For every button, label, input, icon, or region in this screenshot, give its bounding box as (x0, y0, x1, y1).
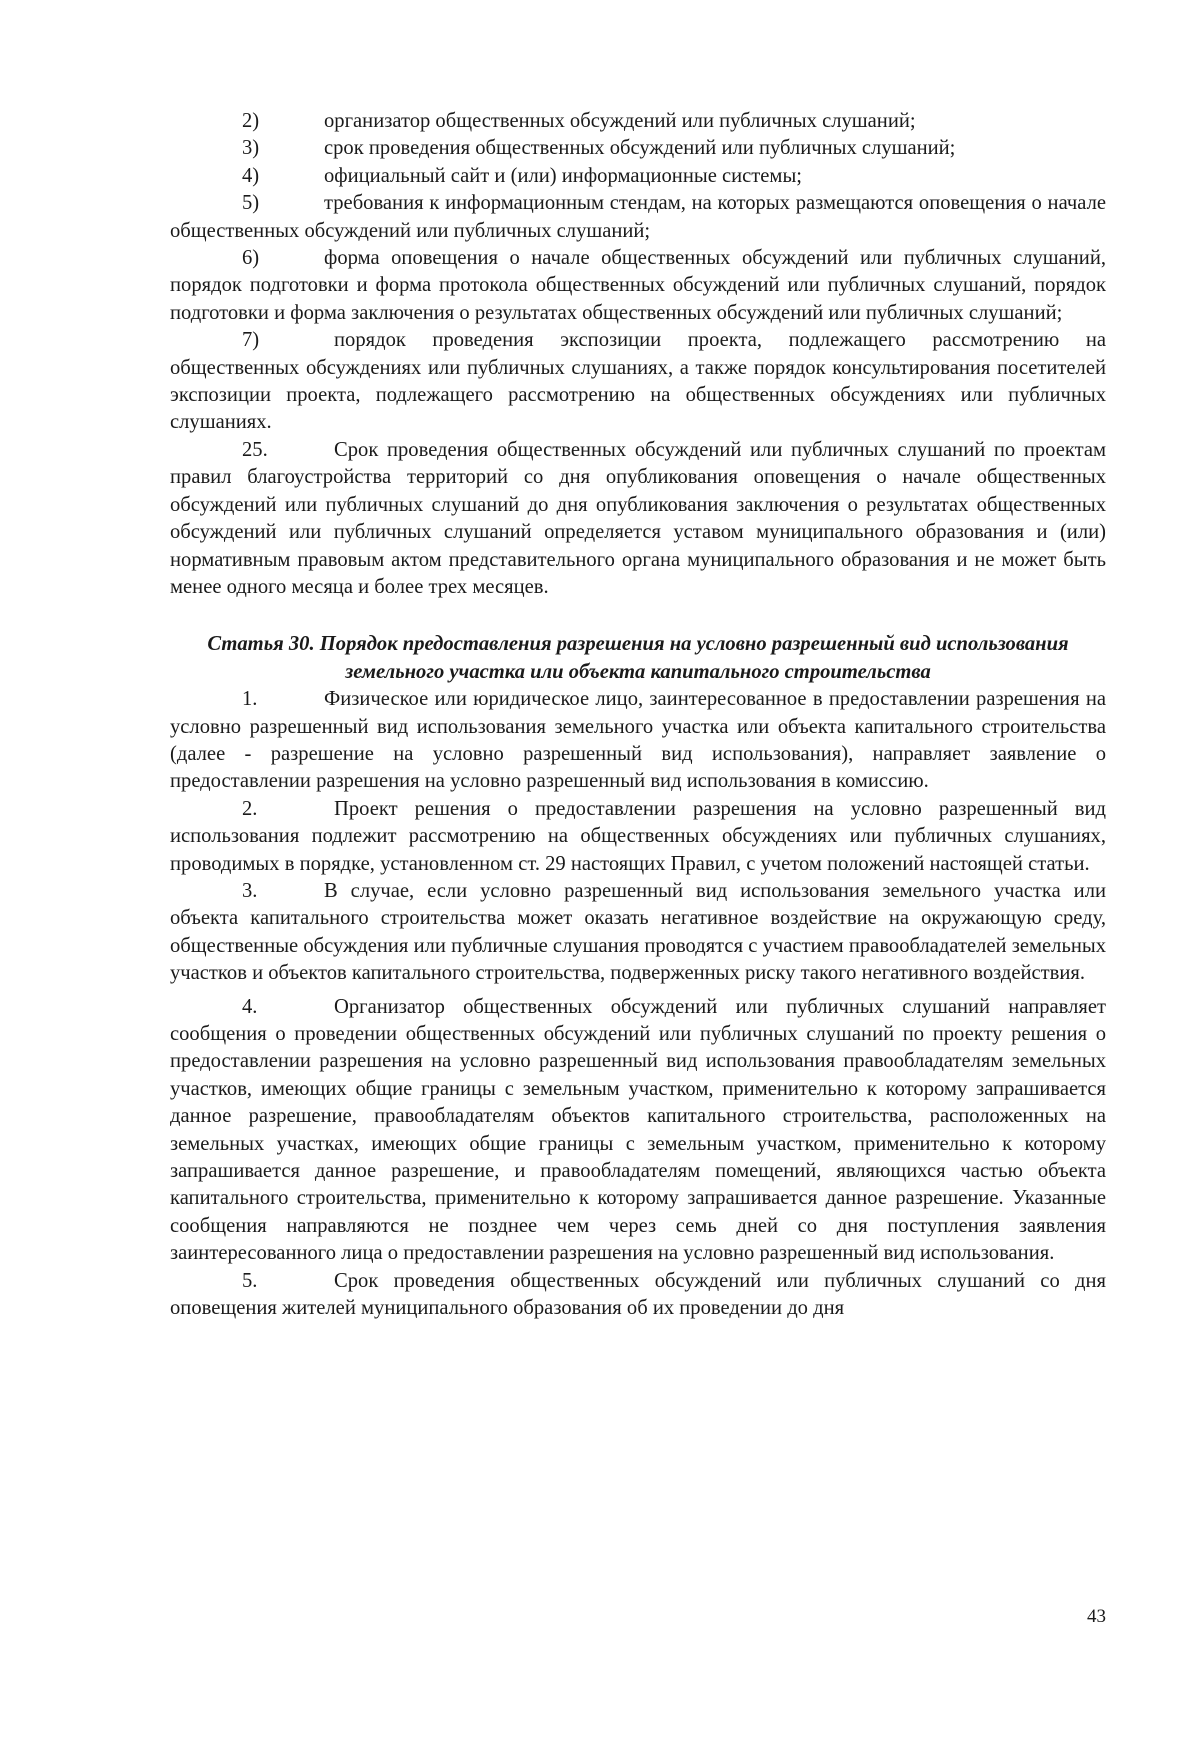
paragraph-text: Организатор общественных обсуждений или публичных слушаний направляет сообщения о проведении общественных обсуждений или публичных слушаний по проекту решения о предоставлении разрешения на условно разрешенный вид использования правообладателям земельных участков, имеющих общие границы с земельным участком, применительно к которому запрашивается данное разрешение, правообладателям объектов капитального строительства, расположенных на земельных участках, имеющих общие границы с земельным участком, применительно к которому запрашивается данное разрешение, и правообладателям помещений, являющихся частью объекта капитального строительства, применительно к которому запрашивается данное разрешение. Указанные сообщения направляются не позднее чем через семь дней со дня поступления заявления заинтересованного лица о предоставлении разрешения на условно разрешенный вид использования. (170, 995, 1106, 1265)
list-item-2 (170, 108, 1106, 135)
paragraph-text: В случае, если условно разрешенный вид использования земельного участка или объекта капитального строительства может оказать негативное воздействие на окружающую среду, общественные обсуждения или публичные слушания проводятся с участием правообладателей земельных участков и объектов капитального строительства, подверженных риску такого негативного воздействия. (170, 879, 1106, 985)
list-item-6 (170, 245, 1106, 327)
list-item-3 (170, 135, 1106, 162)
paragraph-number: 1. (242, 688, 258, 711)
list-number: 4) (242, 164, 260, 187)
list-number: 7) (242, 329, 260, 352)
paragraph-number: 2. (242, 797, 258, 820)
list-item-4 (170, 163, 1106, 190)
list-number: 2) (242, 110, 260, 132)
paragraph-25 (170, 437, 1106, 601)
list-number: 5) (242, 192, 260, 215)
article-heading: Статья 30. Порядок предоставления разрешения на условно разрешенный вид использования земельного участка или объекта капитального строительства (207, 633, 1069, 683)
list-text: срок проведения общественных обсуждений или публичных слушаний; (324, 137, 956, 160)
list-item-7 (170, 327, 1106, 437)
list-number: 6) (242, 247, 260, 270)
paragraph-text: Срок проведения общественных обсуждений или публичных слушаний по проектам правил благоустройства территорий со дня опубликования оповещения о начале общественных обсуждений или публичных слушаний до дня опубликования заключения о результатах общественных обсуждений или публичных слушаний определяется уставом муниципального образования и (или) нормативным правовым актом представительного органа муниципального образования и не может быть менее одного месяца и более трех месяцев. (170, 438, 1106, 598)
list-number: 3) (242, 137, 260, 160)
list-text: организатор общественных обсуждений или публичных слушаний; (324, 110, 916, 132)
article-item-5 (170, 1268, 1106, 1323)
paragraph-text: Проект решения о предоставлении разрешения на условно разрешенный вид использования подлежит рассмотрению на общественных обсуждениях или публичных слушаниях, проводимых в порядке, установленном ст. 29 настоящих Правил, с учетом положений настоящей статьи. (170, 797, 1106, 875)
paragraph-number: 3. (242, 879, 258, 902)
paragraph-text: Срок проведения общественных обсуждений или публичных слушаний со дня оповещения жителей муниципального образования об их проведении до дня (170, 1269, 1106, 1320)
list-text: форма оповещения о начале общественных обсуждений или публичных слушаний, порядок подготовки и форма протокола общественных обсуждений или публичных слушаний, порядок подготовки и форма заключения о результатах общественных обсуждений или публичных слушаний; (170, 247, 1106, 324)
page-number: 43 (1087, 1606, 1106, 1627)
list-item-5 (170, 190, 1106, 245)
paragraph-number: 5. (242, 1269, 258, 1292)
section-spacer (170, 601, 1106, 631)
paragraph-number: 25. (242, 438, 268, 461)
paragraph-number: 4. (242, 995, 258, 1018)
list-text: порядок проведения экспозиции проекта, подлежащего рассмотрению на общественных обсуждениях или публичных слушаниях, а также порядок консультирования посетителей экспозиции проекта, подлежащего рассмотрению на общественных обсуждениях или публичных слушаниях. (170, 329, 1106, 434)
article-item-4 (170, 994, 1106, 1268)
article-item-2 (170, 796, 1106, 878)
paragraph-text: Физическое или юридическое лицо, заинтересованное в предоставлении разрешения на условно разрешенный вид использования земельного участка или объекта капитального строительства (далее - разрешение на условно разрешенный вид использования), направляет заявление о предоставлении разрешения на условно разрешенный вид использования в комиссию. (170, 688, 1106, 793)
article-item-3 (170, 878, 1106, 988)
document-page (170, 108, 1106, 1322)
article-item-1 (170, 686, 1106, 796)
list-text: требования к информационным стендам, на которых размещаются оповещения о начале общественных обсуждений или публичных слушаний; (170, 192, 1106, 242)
list-text: официальный сайт и (или) информационные системы; (324, 164, 803, 187)
